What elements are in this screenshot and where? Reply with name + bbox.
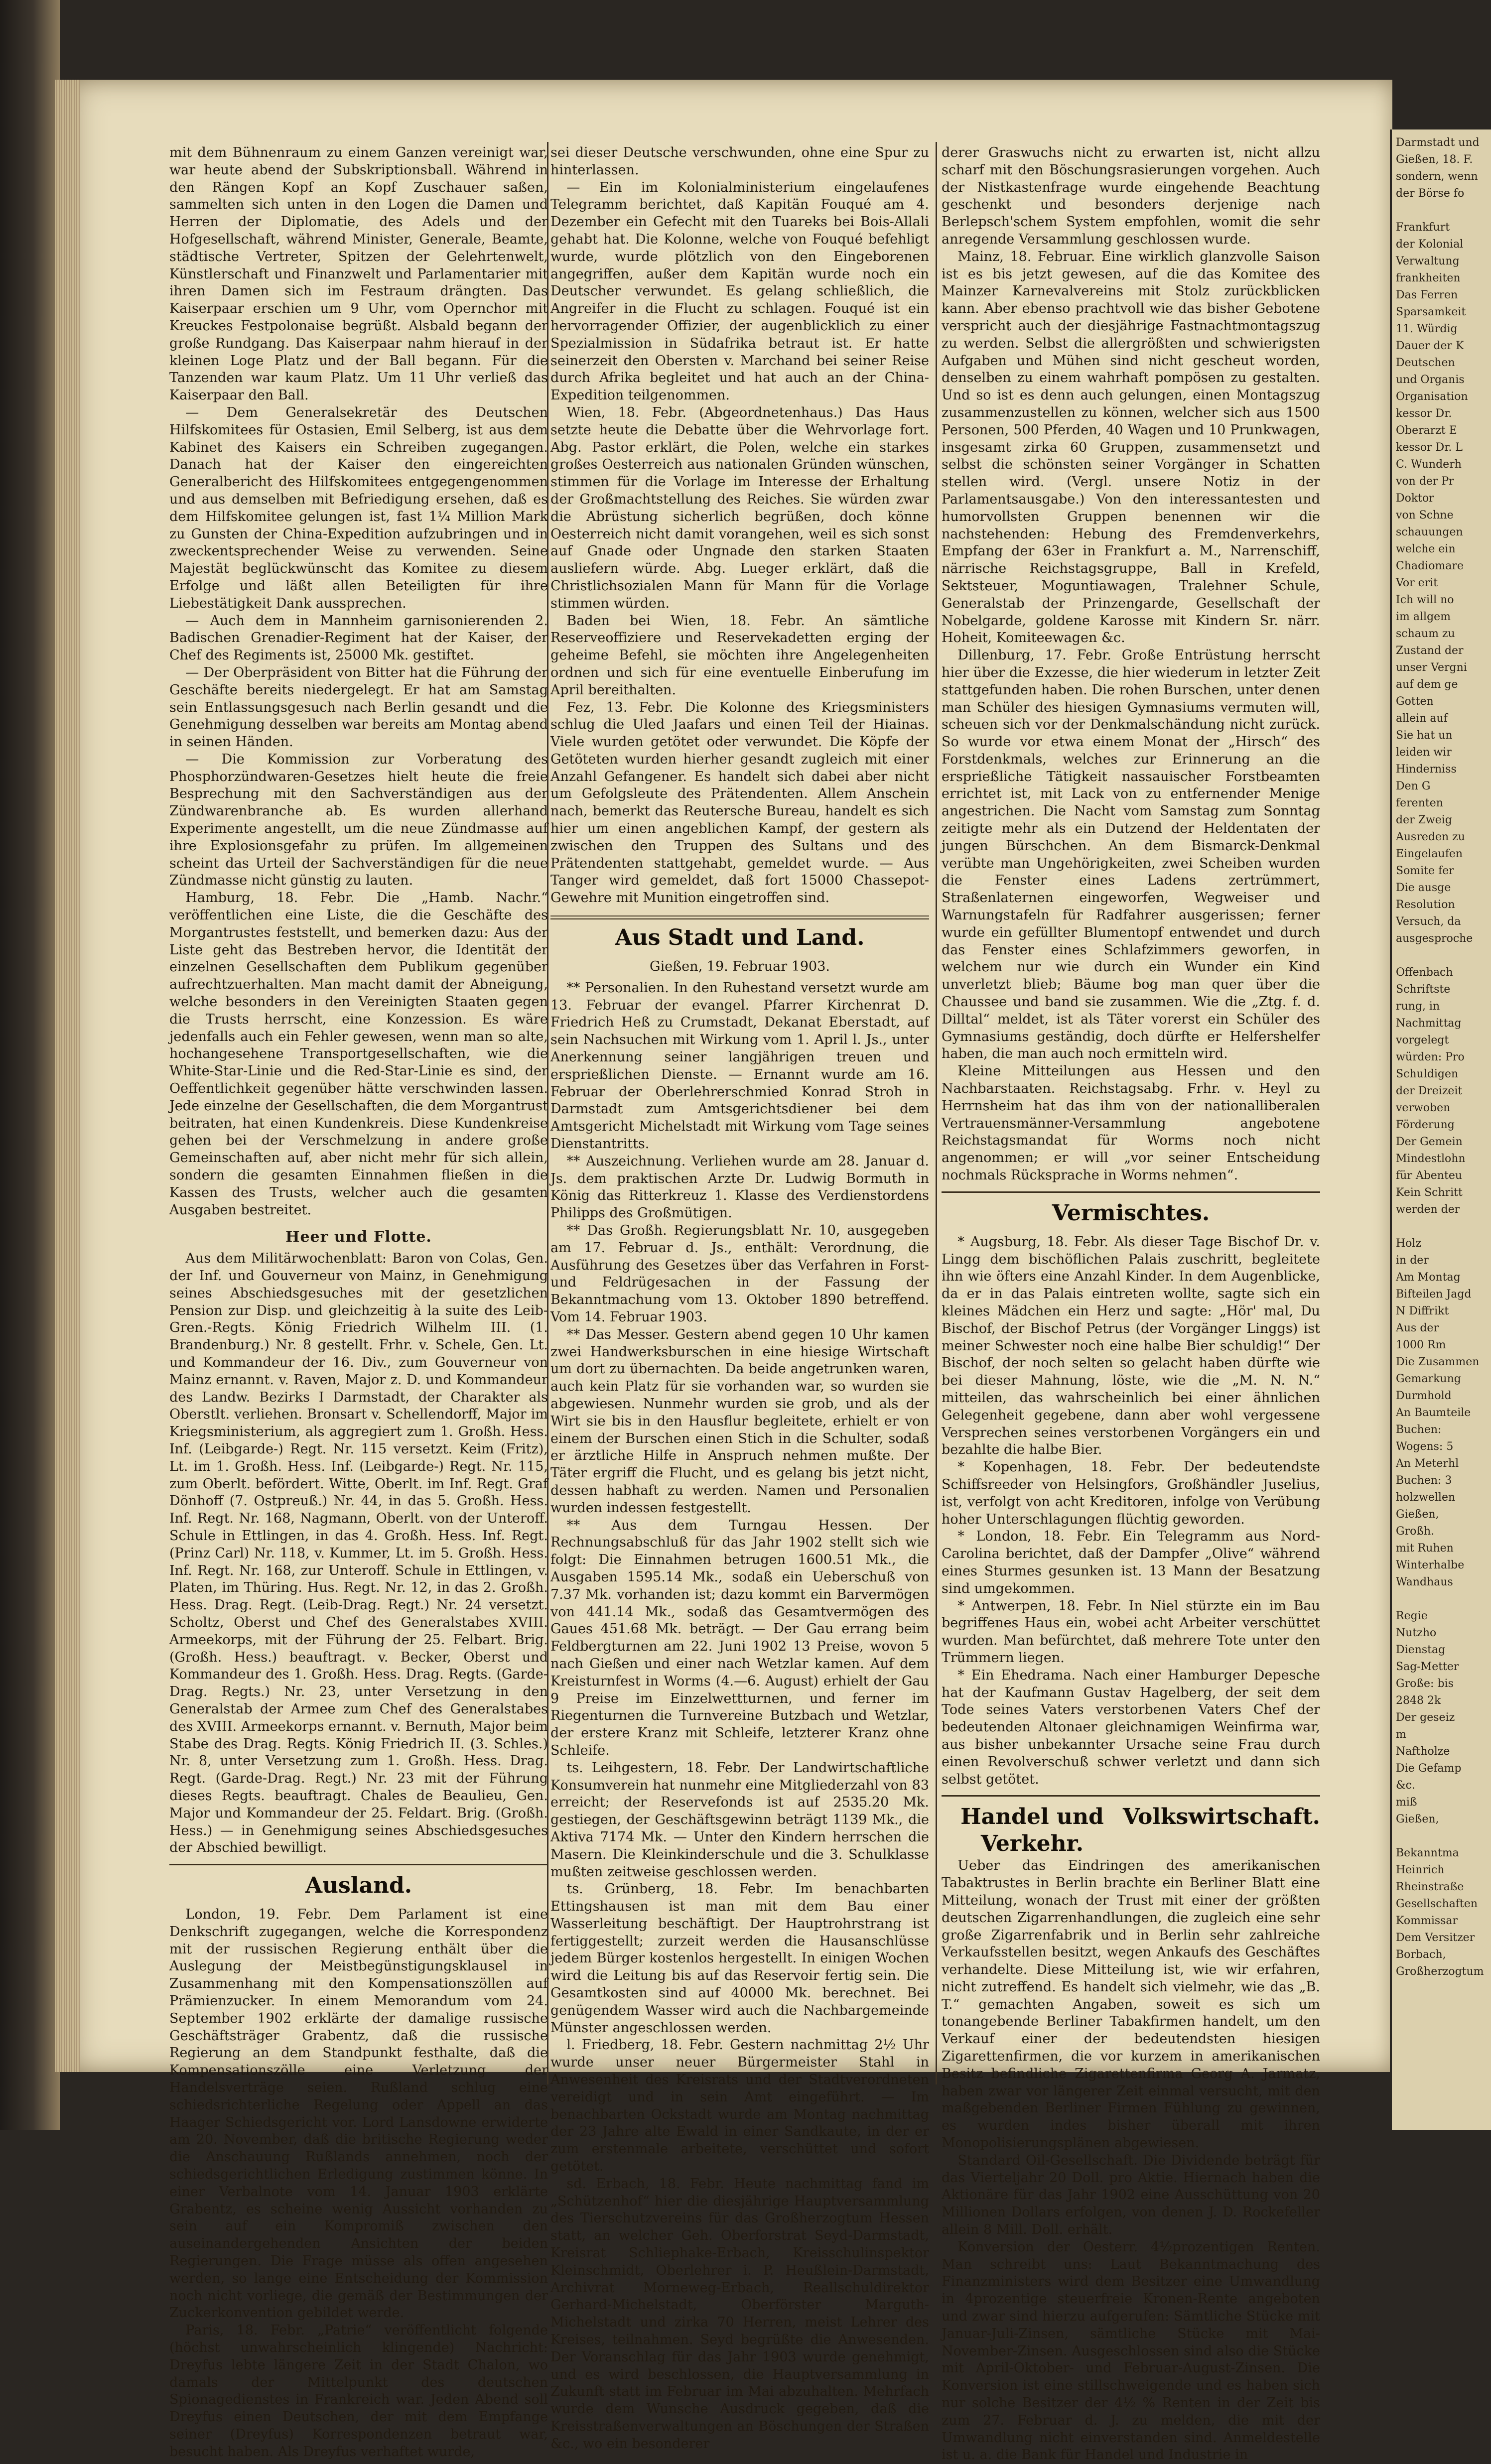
column-rule	[936, 142, 937, 2084]
section-heading-ausland: Ausland.	[305, 1873, 412, 1899]
article-paragraph: Ueber das Eindringen des amerikanischen Tabaktrustes in Berlin brachte ein Berliner Blatt eine Mitteilung, wonach der Trust mit einer der größten deutschen Zigarrenhandlungen, die zugleich eine sehr große Zigarrenfabrik und in Berlin sehr zahlreiche Verkaufsstellen besitzt, wegen Ankaufs des Geschäftes verhandelte. Diese Mitteilung ist, wie wir erfahren, nicht zutreffend. Es handelt sich vielmehr, wie das „B. T.“ gemachten Angaben, soweit es sich um tonangebende Berliner Tabakfirmen handelt, um den Verkauf einer der bedeutendsten hiesigen Zigarettenfirmen, die vor kurzem in amerikanischen Besitz befindliche Zigarettenfirma Georg A. Jarmatz, haben zwar vor längerer Zeit einmal versucht, mit den maßgebenden Berliner Firmen Fühlung zu gewinnen, es wurden indes bisher überall mit ihren Monopolisierungsplänen abgewiesen.	[942, 1858, 1320, 2151]
adjacent-page-fragment	[1390, 130, 1491, 2130]
article-paragraph: * Ein Ehedrama. Nach einer Hamburger Depesche hat der Kaufmann Gustav Hagelberg, der seit dem Tode seines Vaters verstorbenen Vaters Chef der bedeutenden Altonaer gleichnamigen Weinfirma war, aus bisher unbekannter Ursache seine Frau durch einen Revolverschuß schwer verletzt und dann sich selbst getötet.	[942, 1667, 1320, 1787]
article-paragraph: Paris, 18. Febr. „Patrie“ veröffentlicht folgende (höchst unwahrscheinlich klingende) Nachricht: Dreyfus lebte längere Zeit in der Stadt Chalon, wo damals der Mittelpunkt des deutschen Spionagedienstes in Frankreich war. Jeden Abend soll Dreyfus einen Deutschen, der mit dem Empfange seiner (Dreyfus) Korrespondenzen betraut war, besucht haben. Als Dreyfus verhaftet wurde,	[169, 2323, 548, 2460]
page-edge	[55, 80, 80, 2072]
section-divider	[169, 1864, 548, 1865]
article-paragraph: — Dem Generalsekretär des Deutschen Hilfskomitees für Ostasien, Emil Selberg, ist aus dem Kabinet des Kaisers ein Schreiben zugegangen. Danach hat der Kaiser den eingereichten Generalbericht des Hilfskomitees entgegengenommen und aus demselben mit Befriedigung ersehen, daß es dem Hilfskomitee gelungen ist, fast 1¼ Million Mark zu Gunsten der China-Expedition aufzubringen und in zweckentsprechender Weise zu verwenden. Seine Majestät beglückwünscht das Komitee zu diesem Erfolge und läßt allen Beteiligten für ihre Liebestätigkeit Dank aussprechen.	[169, 404, 548, 611]
article-paragraph: sd. Erbach, 18. Febr. Heute nachmittag fand im „Schützenhof“ hier die diesjährige Hauptversammlung des Tierschutzvereins für das Großherzogtum Hessen statt, an welcher Geh. Oberforstrat Seyd-Darmstadt, Kreisrat Schliephake-Erbach, Kreisschulinspektor Kleinschmidt, Oberlehrer i. P. Heußlein-Darmstadt, Archivrat Morneweg-Erbach, Reallschuldirektor Gerhard-Michelstadt, Oberförster Marguth-Michelstadt und zirka 70 Herren, meist Lehrer des Kreises, teilnahmen. Seyd begrüßte die Anwesenden. Der Voranschlag für das Jahr 1903 wurde genehmigt, und es wird beschlossen, die Hauptversammlung in Zukunft statt im Februar im Mai abzuhalten. Mehrfach wurde dem Wunsche Ausdruck gegeben, daß die Kreisstraßenverwaltungen an Böschungen der Straßen &c., wo ein besonderer	[550, 2176, 929, 2452]
section-divider	[942, 1191, 1320, 1193]
column-2	[550, 144, 929, 2452]
article-paragraph: * Augsburg, 18. Febr. Als dieser Tage Bischof Dr. v. Lingg dem bischöflichen Palais zuschritt, begleitete ihn wie öfters eine Anzahl Kinder. In dem Augenblicke, da er in das Palais eintreten wollte, sagte sich ein kleines Mädchen ein Herz und sagte: „Hör' mal, Du Bischof, der Bischof Petrus (der Vorgänger Linggs) ist meiner Schwester noch eine halbe Bier schuldig!“ Der Bischof, der noch selten so gelacht haben dürfte wie bei dieser Mahnung, löste, wie die „M. N. N.“ mitteilen, das wahrscheinlich bei einer ähnlichen Gelegenheit gegebene, dann aber wohl vergessene Versprechen seines verstorbenen Vorgängers ein und bezahlte die halbe Bier.	[942, 1234, 1320, 1458]
dateline: Gießen, 19. Februar 1903.	[650, 959, 830, 975]
article-paragraph: Konversion der Oesterr. 4½prozentigen Renten. Man schreibt uns: Laut Bekanntmachung des Finanzministers wird dem Besitzer eine Umwandlung in 4prozentige steuerfreie Kronen-Rente angeboten und zwar sind hierzu aufgerufen: Sämtliche Stücke mit Januar-Juli-Zinsen, sämtliche Stücke mit Mai-November-Zinsen. Ausgeschlossen sind also die Stücke mit April-Oktober- und Februar-August-Zinsen. Die Konversion ist eine stillschweigende und es haben sich nur solche Besitzer der 4½ % Renten in der Zeit bis zum 27. Februar d. J. zu melden, die mit der Umwandlung nicht einverstanden sind. Anmeldestelle ist u. a. die Bank für Handel und Industrie in	[942, 2239, 1320, 2463]
article-paragraph: * Kopenhagen, 18. Febr. Der bedeutendste Schiffsreeder von Helsingfors, Großhändler Juselius, ist, verfolgt von acht Kreditoren, infolge von Verübung hoher Unterschlagungen flüchtig geworden.	[942, 1459, 1320, 1527]
article-paragraph: Dillenburg, 17. Febr. Große Entrüstung herrscht hier über die Exzesse, die hier wiederum in letzter Zeit stattgefunden haben. Die rohen Burschen, unter denen man Schüler des hiesigen Gymnasiums vermuten will, scheuen sich vor der Denkmalschändung nicht zurück. So wurde vor etwa einem Monat der „Hirsch“ des Forstdenkmals, welches zur Erinnerung an die ersprießliche Tätigkeit nassauischer Forstbeamten errichtet ist, mit Lack von zu entfernender Menige angestrichen. Die Nacht vom Samstag zum Sonntag zeitigte mehr als ein Dutzend der Heldentaten der jungen Bürschchen. An dem Bismarck-Denkmal verübte man Ungehörigkeiten, zwei Scheiben wurden die Fenster eines Ladens zertrümmert, Straßenlaternen eingeworfen, Wegweiser und Warnungstafeln für Radfahrer ausgerissen; ferner wurde ein gefüllter Blumentopf entwendet und durch das Fenster eines Schlafzimmers geworfen, in welchem nur wie durch ein Wunder ein Kind unverletzt blieb; Bäume bog man quer über die Chaussee und band sie zusammen. Wie die „Ztg. f. d. Dilltal“ meldet, ist als Täter vorerst ein Schüler des Gymnasiums geständig, doch dürfte er Helfershelfer haben, die man auch noch ermitteln wird.	[942, 648, 1320, 1062]
article-paragraph: Wien, 18. Febr. (Abgeordnetenhaus.) Das Haus setzte heute die Debatte über die Wehrvorlage fort. Abg. Pastor erklärt, die Polen, welche ein starkes großes Oesterreich aus nationalen Gründen wünschen, stimmen für die Vorlage im Interesse der Erhaltung der Großmachtstellung des Reiches. Sie würden zwar die Abrüstung sicherlich begrüßen, doch könne Oesterreich nicht damit vorangehen, weil es sich sonst auf Gnade oder Ungnade den starken Staaten ausliefern würde. Abg. Lueger erklärt, daß die Christlichsozialen Mann für Mann für die Vorlage stimmen würden.	[550, 404, 929, 611]
article-paragraph: * Antwerpen, 18. Febr. In Niel stürzte ein im Bau begriffenes Haus ein, wobei acht Arbeiter verschüttet wurden. Man befürchtet, daß mehrere Tote unter den Trümmern liegen.	[942, 1598, 1320, 1666]
article-paragraph: — Die Kommission zur Vorberatung des Phosphorzündwaren-Gesetzes hielt heute die freie Besprechung mit den Sachverständigen aus der Zündwarenbranche ab. Es wurden allerhand Experimente angestellt, um die neue Zündmasse auf ihre Explosionsgefahr zu prüfen. Im allgemeinen scheint das Urteil der Sachverständigen für die neue Zündmasse nicht günstig zu lauten.	[169, 751, 548, 889]
section-heading-volkswirtschaft: Volkswirtschaft.	[1122, 1804, 1320, 1830]
section-heading-vermischtes: Vermischtes.	[1052, 1200, 1210, 1226]
article-paragraph: ** Aus dem Turngau Hessen. Der Rechnungsabschluß für das Jahr 1902 stellt sich wie folgt: Die Einnahmen betrugen 1600.51 Mk., die Ausgaben 1595.14 Mk., sodaß ein Ueberschuß von 7.37 Mk. vorhanden ist; dazu kommt ein Barvermögen von 441.14 Mk., sodaß das Gesamtvermögen des Gaues 451.68 Mk. beträgt. — Der Gau errang beim Feldbergturnen am 22. Juni 1902 13 Preise, wovon 5 nach Gießen und einer nach Wetzlar kamen. Auf dem Kreisturnfest in Worms (4.—6. August) erhielt der Gau 9 Preise im Einzelwettturnen, und ferner im Riegenturnen die Turnvereine Butzbach und Wetzlar, der erstere Kranz mit Schleife, letzterer Kranz ohne Schleife.	[550, 1517, 929, 1758]
article-paragraph: derer Graswuchs nicht zu erwarten ist, nicht allzu scharf mit den Böschungsrasierungen vorgehen. Auch der Nistkastenfrage wurde eingehende Beachtung geschenkt und besonders derjenige nach Berlepsch'schem System empfohlen, womit die sehr anregende Versammlung geschlossen wurde.	[942, 145, 1320, 247]
section-divider	[550, 915, 929, 919]
article-paragraph: ts. Grünberg, 18. Febr. Im benachbarten Ettingshausen ist man mit dem Bau einer Wasserleitung beschäftigt. Der Hauptrohrstrang ist fertiggestellt; zurzeit werden die Hausanschlüsse jedem Bürger kostenlos hergestellt. In einigen Wochen wird die Leitung bis auf das Reservoir fertig sein. Die Gesamtkosten sind auf 40000 Mk. berechnet. Bei genügendem Wasser wird auch die Nachbargemeinde Münster angeschlossen werden.	[550, 1881, 929, 2036]
article-paragraph: Hamburg, 18. Febr. Die „Hamb. Nachr.“ veröffentlichen eine Liste, die die Geschäfte des Morgantrustes feststellt, und bemerken dazu: Aus der Liste geht das Bestreben hervor, die Identität der einzelnen Gesellschaften dem Publikum gegenüber aufrechtzuerhalten. Man macht damit der Abneigung, welche besonders in den Vereinigten Staaten gegen die Trusts herrscht, eine Konzession. Es wäre jedenfalls auch ein Fehler gewesen, wenn man so alte, hochangesehene Transportgesellschaften, wie die White-Star-Linie und die Red-Star-Linie es sind, der Oeffentlichkeit gegenüber hätte verschwinden lassen. Jede einzelne der Gesellschaften, die dem Morgantrust beitraten, hat einen Kundenkreis. Diese Kundenkreise gehen bei der Verschmelzung in andere große Gemeinschaften auf, aber nicht mehr für sich allein, sondern die gesamten Einnahmen fließen in die Kassen des Trusts, welcher auch die gesamten Ausgaben bestreitet.	[169, 890, 548, 1218]
article-paragraph: ** Das Großh. Regierungsblatt Nr. 10, ausgegeben am 17. Februar d. Js., enthält: Verordnung, die Ausführung des Gesetzes über das Verfahren in Forst- und Feldrügesachen in der Fassung der Bekanntmachung vom 13. Oktober 1890 betreffend. Vom 14. Februar 1903.	[550, 1223, 929, 1325]
article-paragraph: l. Friedberg, 18. Febr. Gestern nachmittag 2½ Uhr wurde unser neuer Bürgermeister Stahl in Anwesenheit des Kreisrats und der Stadtverordneten vereidigt und in sein Amt eingeführt. — Im benachbarten Ockstadt wurde am Montag nachmittag der 23 Jahre alte Ewald in einer Sandkaute, in der er zum erstenmale arbeitete, verschüttet und sofort getötet.	[550, 2037, 929, 2175]
article-paragraph: ** Auszeichnung. Verliehen wurde am 28. Januar d. Js. dem praktischen Arzte Dr. Ludwig Bormuth in König das Ritterkreuz 1. Klasse des Verdienstordens Philipps des Großmütigen.	[550, 1153, 929, 1221]
article-paragraph: Baden bei Wien, 18. Febr. An sämtliche Reserveoffiziere und Reservekadetten erging der geheime Befehl, sie möchten ihre Angelegenheiten ordnen und sich für eine eventuelle Einberufung im April bereithalten.	[550, 613, 929, 698]
article-paragraph: Standard Oil-Gesellschaft. Die Dividende beträgt für das Vierteljahr 20 Doll. pro Aktie. Hiernach haben die Aktionäre für das Jahr 1902 eine Ausschüttung von 20 Millionen Dollars erfolgen, von denen J. D. Rockefeller allein 8 Mill. Doll. erhält.	[942, 2152, 1320, 2238]
article-paragraph: sei dieser Deutsche verschwunden, ohne eine Spur zu hinterlassen.	[550, 145, 929, 178]
book-spine	[0, 0, 60, 2130]
article-paragraph: ** Personalien. In den Ruhestand versetzt wurde am 13. Februar der evangel. Pfarrer Kirchenrat D. Friedrich Heß zu Crumstadt, Dekanat Eberstadt, auf sein Nachsuchen mit Wirkung vom 1. April l. Js., unter Anerkennung seiner langjährigen treuen und ersprießlichen Dienste. — Ernannt wurde am 16. Februar der Oberlehrerschmied Konrad Stroh in Darmstadt zum Amtsgerichtsdiener bei dem Amtsgericht Michelstadt mit Wirkung vom Tage seines Dienstantritts.	[550, 980, 929, 1152]
section-heading-heer: Heer und Flotte.	[285, 1228, 432, 1246]
article-paragraph: ts. Leihgestern, 18. Febr. Der Landwirtschaftliche Konsumverein hat nunmehr eine Mitgliederzahl von 83 erreicht; der Reservefonds ist auf 2535.20 Mk. gestiegen, der Geschäftsgewinn beträgt 1139 Mk., die Aktiva 7174 Mk. — Unter den Kindern herrschen die Masern. Die Kleinkinderschule und die 3. Schulklasse mußten zeitweise geschlossen werden.	[550, 1760, 929, 1880]
column-3	[942, 144, 1320, 2463]
section-heading-row	[942, 1804, 1320, 1857]
article-paragraph: Fez, 13. Febr. Die Kolonne des Kriegsministers schlug die Uled Jaafars und einen Teil der Hiainas. Viele wurden getötet oder verwundet. Die Köpfe der Getöteten wurden hierher gesandt zugleich mit einer Anzahl Gefangener. Es handelt sich dabei aber nicht um Gefolgsleute des Prätendenten. Allem Anschein nach, bemerkt das Reutersche Bureau, handelt es sich hier um einen angeblichen Kampf, der gestern als zwischen den Truppen des Sultans und des Prätendenten stattgehabt, gemeldet wurde. — Aus Tanger wird gemeldet, daß fort 15000 Chassepot-Gewehre mit Munition eingetroffen sind.	[550, 699, 929, 906]
article-paragraph: — Ein im Kolonialministerium eingelaufenes Telegramm berichtet, daß Kapitän Fouqué am 4. Dezember ein Gefecht mit den Tuareks bei Bois-Allali gehabt hat. Die Kolonne, welche von Fouqué befehligt wurde, wurde plötzlich von den Eingeborenen angegriffen, außer dem Kapitän wurde noch ein Deutscher verwundet. Es gelang schließlich, die Angreifer in die Flucht zu schlagen. Fouqué ist ein hervorragender Offizier, der augenblicklich zu einer Spezialmission in Südafrika betraut ist. Er hatte seinerzeit den Obersten v. Marchand bei seiner Reise durch Afrika begleitet und hat auch an der China-Expedition teilgenommen.	[550, 179, 929, 403]
column-1	[169, 144, 548, 2460]
section-divider	[942, 1795, 1320, 1797]
article-paragraph: Kleine Mitteilungen aus Hessen und den Nachbarstaaten. Reichstagsabg. Frhr. v. Heyl zu Herrnsheim hat das ihm von der nationalliberalen Vertrauensmänner-Versammlung angebotene Reichstagsmandat für Worms noch nicht angenommen; er will „vor seiner Entscheidung nochmals Rücksprache in Worms nehmen“.	[942, 1063, 1320, 1183]
article-paragraph: London, 19. Febr. Dem Parlament ist eine Denkschrift zugegangen, welche die Korrespondenz mit der russischen Regierung enthält über die Auslegung der Meistbegünstigungsklausel in Zusammenhang mit den Kompensationszöllen auf Prämienzucker. In einem Memorandum vom 24. September 1902 erklärte der damalige russische Geschäftsträger Grabentz, daß die russische Regierung an dem Standpunkt festhalte, daß die Kompensationszölle eine Verletzung der Handelsverträge seien. Rußland schlug eine schiedsrichterliche Regelung oder Appell an das Haager Schiedsgericht vor. Lord Lansdowne erwiderte am 20. November, daß die britische Regierung weder die Anschauung Rußlands annehmen, noch der schiedsgerichtlichen Erledigung zustimmen könne. In einer Verbalnote vom 14. Januar 1903 erklärte Grabentz, es scheine wenig Aussicht vorhanden zu sein auf ein Kompromiß zwischen den auseinandergehenden Ansichten der beiden Regierungen. Die Frage müsse als offen angesehen werden, so lange eine Entscheidung der Kommission noch nicht vorliege, die gemäß der Bestimmungen der Zuckerkonvention gebildet werde.	[169, 1907, 548, 2321]
article-paragraph: — Der Oberpräsident von Bitter hat die Führung der Geschäfte bereits niedergelegt. Er hat am Samstag sein Entlassungsgesuch nach Berlin gesandt und die Genehmigung desselben war bereits am Montag abend in seinen Händen.	[169, 664, 548, 750]
adjacent-page-text: Darmstadt und Gießen, 18. F. sondern, wenn der Börse fo Frankfurt der Kolonial Verwaltung frankheiten Das Ferren Sparsamkeit 11. Würdig Dauer der K Deutschen und Organis Organisation kessor Dr. Oberarzt E kessor Dr. L C. Wunderh von der Pr Doktor von Schne schauungen welche ein Chadiomare Vor erit Ich will no im allgem schaum zu Zustand der unser Vergni auf dem ge Gotten allein auf Sie hat un leiden wir Hinderniss Den G ferenten der Zweig Ausreden zu Eingelaufen Somite fer Die ausge Resolution Versuch, da ausgesproche Offenbach Schriftste rung, in Nachmittag vorgelegt würden: Pro Schuldigen der Dreizeit verwoben Förderung Der Gemein Mindestlohn für Abenteu Kein Schritt werden der Holz in der Am Montag Bifteilen Jagd N Diffrikt Aus der 1000 Rm Die Zusammen Gemarkung Durmhold An Baumteile Buchen: Wogens: 5 An Meterhl Buchen: 3 holzwellen Gießen, Großh. mit Ruhen Winterhalbe Wandhaus Regie Nutzho Dienstag Sag-Metter Große: bis 2848 2k Der geseiz m Naftholze Die Gefamp &c. miß Gießen, Bekanntma Heinrich Rheinstraße Gesellschaften Kommissar Dem Versitzer Borbach, Großherzogtum	[1396, 136, 1484, 1978]
article-paragraph: ** Das Messer. Gestern abend gegen 10 Uhr kamen zwei Handwerksburschen in eine hiesige Wirtschaft um dort zu übernachten. Da beide angetrunken waren, auch kein Platz für sie vorhanden war, so wurden sie abgewiesen. Nunmehr wurden sie grob, und als der Wirt sie bis in den Hausflur begleitete, erhielt er von einem der Burschen einen Stich in die Schulter, sodaß er ärztliche Hilfe in Anspruch nehmen mußte. Der Täter ergriff die Flucht, und es gelang bis jetzt nicht, dessen habhaft zu werden. Namen und Personalien wurden indessen festgestellt.	[550, 1326, 929, 1516]
article-paragraph: * London, 18. Febr. Ein Telegramm aus Nord-Carolina berichtet, daß der Dampfer „Olive“ während eines Sturmes gesunken ist. 13 Mann der Besatzung sind umgekommen.	[942, 1529, 1320, 1596]
article-paragraph: Mainz, 18. Februar. Eine wirklich glanzvolle Saison ist es bis jetzt gewesen, auf die das Komitee des Mainzer Karnevalvereins mit Stolz zurückblicken kann. Aber ebenso prachtvoll wie das bisher Gebotene verspricht auch der diesjährige Fastnachtmontagszug zu werden. Selbst die allergrößten und schwierigsten Aufgaben und Mühen sind nicht gescheut worden, denselben zu einem wahrhaft pompösen zu gestalten. Und so ist es denn auch gelungen, einen Montagszug zusammenzustellen zu können, welcher sich aus 1500 Personen, 500 Pferden, 40 Wagen und 10 Prunkwagen, insgesamt zirka 60 Gruppen, zusammensetzt und selbst die schönsten seiner Vorgänger in Schatten stellen wird. (Vergl. unsere Notiz in der Parlamentsausgabe.) Von den interessantesten und humorvollsten Gruppen benennen wir die nachstehenden: Hebung des Fremdenverkehrs, Empfang der 63er in Frankfurt a. M., Narrenschiff, närrische Reichstagsgruppe, Ball in Krefeld, Sektsteuer, Moguntiawagen, Tralehner Schule, Generalstab der Prinzengarde, Gesellschaft der Nobelgarde, goldene Karosse mit Kindern Sr. närr. Hoheit, Komiteewagen &c.	[942, 249, 1320, 646]
article-paragraph: Aus dem Militärwochenblatt: Baron von Colas, Gen. der Inf. und Gouverneur von Mainz, in Genehmigung seines Abschiedsgesuches mit der gesetzlichen Pension zur Disp. und gleichzeitig à la suite des Leib-Gren.-Regts. König Friedrich Wilhelm III. (1. Brandenburg.) Nr. 8 gestellt. Frhr. v. Schele, Gen. Lt. und Kommandeur der 16. Div., zum Gouverneur von Mainz ernannt. v. Raven, Major z. D. und Kommandeur des Landw. Bezirks I Darmstadt, der Charakter als Oberstlt. verliehen. Bronsart v. Schellendorff, Major im Kriegsministerium, als aggregiert zum 1. Großh. Hess. Inf. (Leibgarde-) Regt. Nr. 115 versetzt. Keim (Fritz), Lt. im 1. Großh. Hess. Inf. (Leibgarde-) Regt. Nr. 115, zum Oberlt. befördert. Witte, Oberlt. im Inf. Regt. Graf Dönhoff (7. Ostpreuß.) Nr. 44, in das 5. Großh. Hess. Inf. Regt. Nr. 168, Nagmann, Oberlt. von der Unteroff. Schule in Ettlingen, in das 4. Großh. Hess. Inf. Regt. (Prinz Carl) Nr. 118, v. Kummer, Lt. im 5. Großh. Hess. Inf. Regt. Nr. 168, zur Unteroff. Schule in Ettlingen, v. Platen, im Thüring. Hus. Regt. Nr. 12, in das 2. Großh. Hess. Drag. Regt. (Leib-Drag. Regt.) Nr. 24 versetzt. Scholtz, Oberst und Chef des Generalstabes XVIII. Armeekorps, mit der Führung der 25. Felbart. Brig. (Großh. Hess.) beauftragt. v. Becker, Oberst und Kommandeur des 1. Großh. Hess. Drag. Regts. (Garde-Drag. Regts.) Nr. 23, unter Versetzung in den Generalstab der Armee zum Chef des Generalstabes des XVIII. Armeekorps ernannt. v. Bernuth, Major beim Stabe des Drag. Regts. König Friedrich II. (3. Schles.) Nr. 8, unter Versetzung zum 1. Großh. Hess. Drag. Regt. (Garde-Drag. Regt.) Nr. 23 mit der Führung dieses Regts. beauftragt. Chales de Beaulieu, Gen. Major und Kommandeur der 25. Feldart. Brig. (Großh. Hess.) — in Genehmigung seines Abschiedsgesuches der Abschied bewilligt.	[169, 1251, 548, 1856]
section-heading-stadt: Aus Stadt und Land.	[615, 925, 865, 951]
article-paragraph: mit dem Bühnenraum zu einem Ganzen vereinigt war, war heute abend der Subskriptionsball. Während in den Rängen Kopf an Kopf Zuschauer saßen, sammelten sich unten in den Logen die Damen und Herren der Diplomatie, des Adels und der Hofgesellschaft, während Minister, Generale, Beamte, städtische Vertreter, Spitzen der Gelehrtenwelt, Künstlerschaft und Finanzwelt und Parlamentarier mit ihren Damen sich im Festraum drängten. Das Kaiserpaar erschien um 9 Uhr, vom Opernchor mit Kreuckes Festpolonaise begrüßt. Alsbald begann der große Rundgang. Das Kaiserpaar nahm hierauf in der kleinen Loge Platz und der Ball begann. Für die Tanzenden war kaum Platz. Um 11 Uhr verließ das Kaiserpaar den Ball.	[169, 145, 548, 403]
article-paragraph: — Auch dem in Mannheim garnisonierenden 2. Badischen Grenadier-Regiment hat der Kaiser, der Chef des Regiments ist, 25000 Mk. gestiftet.	[169, 613, 548, 663]
section-heading-handel: Handel und Verkehr.	[960, 1804, 1104, 1857]
